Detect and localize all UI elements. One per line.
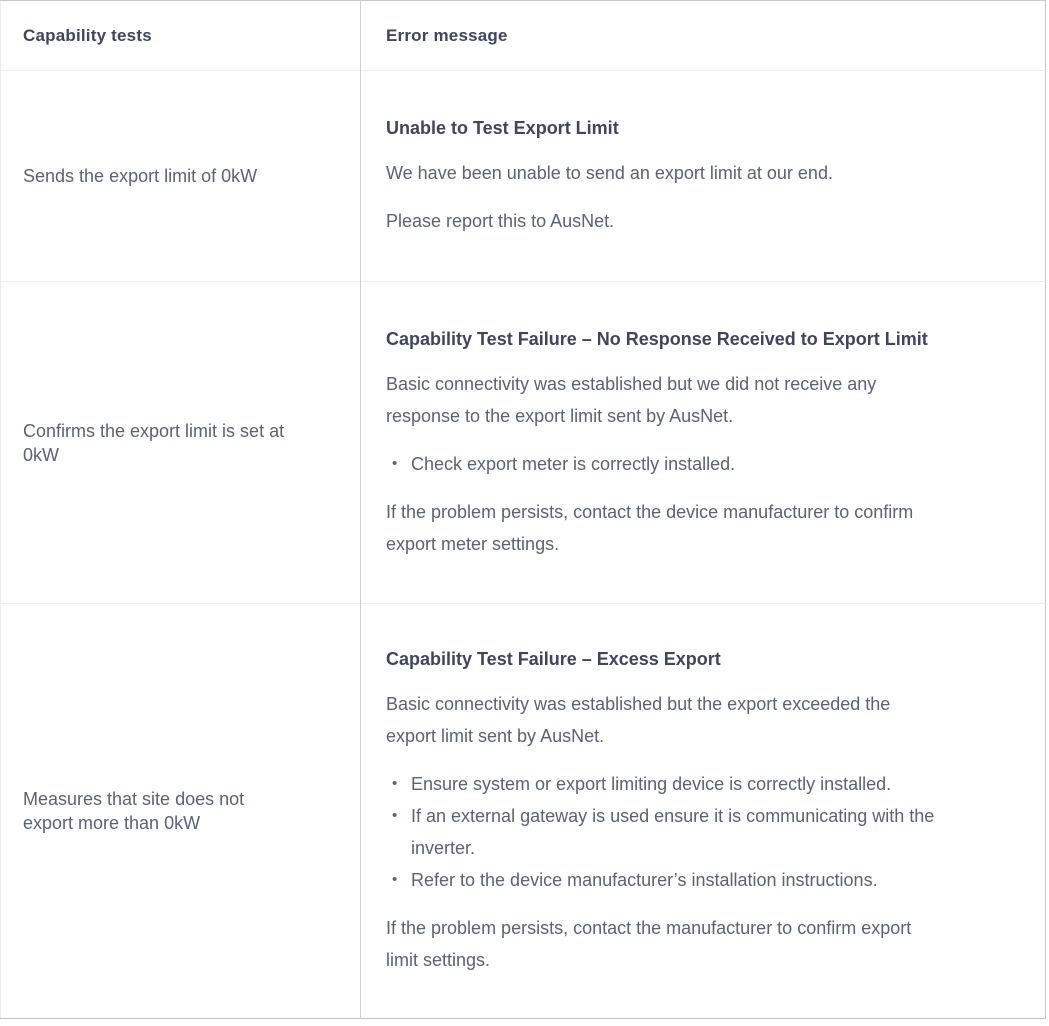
error-body-paragraph: Basic connectivity was established but the export exceeded the export limit sent by AusNet. xyxy=(386,694,891,746)
column-header-capability-tests: Capability tests xyxy=(23,25,152,45)
capability-test-text: Measures that site does not export more than 0kW xyxy=(1,604,361,1019)
list-item: • Ensure system or export limiting device is correctly installed. xyxy=(386,768,1000,800)
error-message-cell xyxy=(361,282,1046,604)
error-footer-paragraph: If the problem persists, contact the device manufacturer to confirm export meter settings. xyxy=(386,501,914,554)
capability-test-text: Confirms the export limit is set at 0kW xyxy=(1,282,361,604)
error-title: Unable to Test Export Limit xyxy=(386,118,619,138)
error-footer-paragraph: If the problem persists, contact the manufacturer to confirm export limit settings. xyxy=(386,918,912,970)
table-header xyxy=(1,1,1046,71)
capability-test-text: Sends the export limit of 0kW xyxy=(1,71,361,282)
list-item: • Refer to the device manufacturer’s installation instructions. xyxy=(386,864,1000,896)
error-bullet-list xyxy=(386,768,1000,896)
error-title: Capability Test Failure – No Response Received to Export Limit xyxy=(386,328,928,349)
table-row xyxy=(1,604,1046,1019)
header-row xyxy=(1,1,1046,71)
table-row xyxy=(1,71,1046,282)
error-bullet-list xyxy=(386,448,1000,480)
column-header-error-message: Error message xyxy=(361,1,1046,71)
table-body xyxy=(1,71,1046,1019)
error-body-paragraph: Basic connectivity was established but we did not receive any response to the export limit sent by AusNet. xyxy=(386,373,877,426)
error-message-cell xyxy=(361,71,1046,282)
error-body-paragraph: We have been unable to send an export limit at our end. xyxy=(386,163,833,183)
error-message-cell xyxy=(361,604,1046,1019)
list-item: • If an external gateway is used ensure it is communicating with the inverter. xyxy=(386,800,1000,864)
error-title: Capability Test Failure – Excess Export xyxy=(386,649,721,669)
list-item: • Check export meter is correctly installed. xyxy=(386,448,1000,480)
table-row xyxy=(1,282,1046,604)
error-footer-paragraph: Please report this to AusNet. xyxy=(386,211,615,231)
